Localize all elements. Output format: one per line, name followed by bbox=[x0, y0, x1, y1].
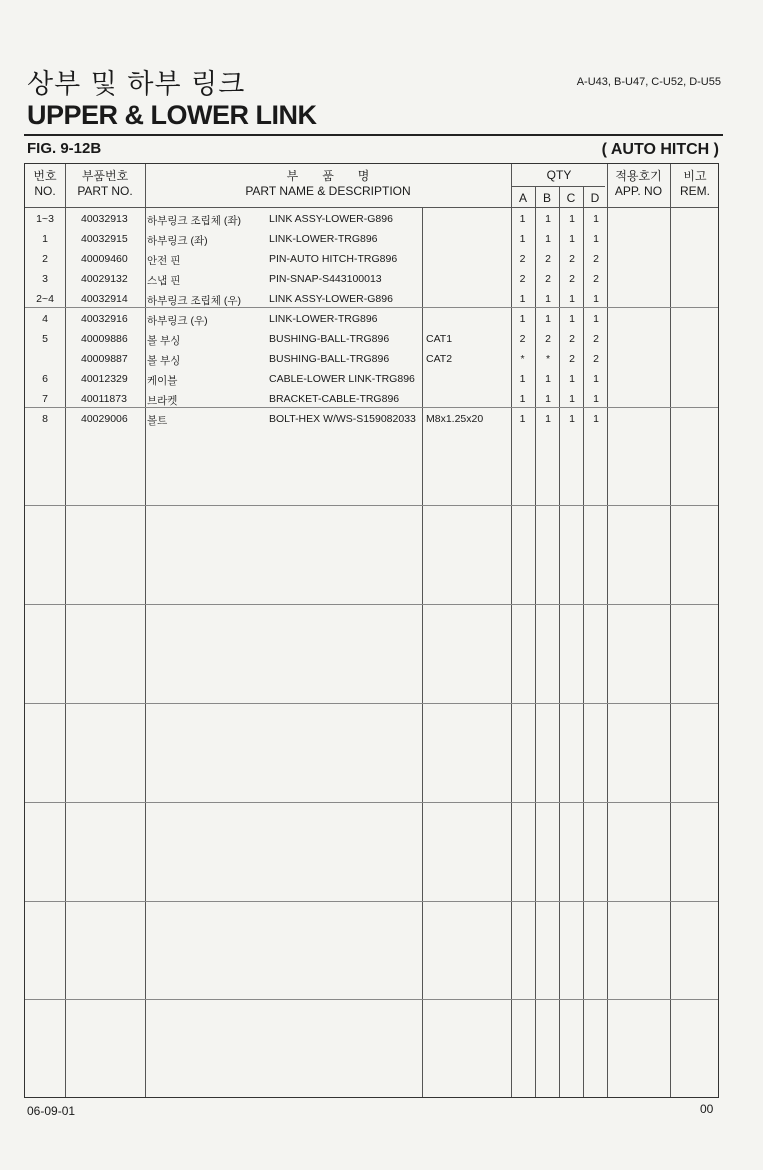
part-number: 40032913 bbox=[81, 213, 128, 225]
part-name-english: LINK-LOWER-TRG896 bbox=[269, 313, 378, 325]
part-name-english: BOLT-HEX W/WS-S159082033 bbox=[269, 413, 416, 425]
qty-d: 1 bbox=[593, 413, 599, 425]
qty-d: 2 bbox=[593, 353, 599, 365]
qty-c: 2 bbox=[569, 253, 575, 265]
part-name-korean: 스냅 핀 bbox=[147, 275, 181, 287]
qty-a: 1 bbox=[519, 213, 526, 225]
qty-d: 1 bbox=[593, 373, 599, 385]
part-number: 40009460 bbox=[81, 253, 128, 265]
part-number: 40029006 bbox=[81, 413, 128, 425]
part-name-korean: 볼트 bbox=[147, 415, 168, 427]
qty-a: 1 bbox=[519, 293, 526, 305]
qty-c: 1 bbox=[569, 373, 575, 385]
qty-d: 1 bbox=[593, 313, 599, 325]
qty-d: 1 bbox=[593, 213, 599, 225]
model-list: A-U43, B-U47, C-U52, D-U55 bbox=[576, 76, 721, 88]
part-number: 40009886 bbox=[81, 333, 128, 345]
variant-label: ( AUTO HITCH ) bbox=[601, 141, 719, 158]
table-row bbox=[25, 350, 718, 370]
part-name-korean: 안전 핀 bbox=[147, 255, 181, 267]
part-number: 40011873 bbox=[81, 393, 127, 405]
row-group-divider bbox=[25, 802, 718, 803]
header-qty-d: D bbox=[590, 191, 600, 205]
header-no: 번호 NO. bbox=[33, 169, 57, 198]
header-qty-b: B bbox=[542, 191, 551, 205]
parts-table bbox=[24, 163, 719, 1098]
title-divider bbox=[24, 134, 723, 136]
qty-c: 1 bbox=[569, 213, 575, 225]
row-group-divider bbox=[25, 703, 718, 704]
item-number: 1~3 bbox=[36, 213, 54, 225]
qty-a: 1 bbox=[519, 413, 526, 425]
part-spec: CAT1 bbox=[426, 333, 453, 345]
qty-b: 1 bbox=[545, 293, 551, 305]
part-number: 40029132 bbox=[81, 273, 128, 285]
part-name-korean: 볼 부싱 bbox=[147, 355, 181, 367]
table-row bbox=[25, 330, 718, 350]
qty-b: 1 bbox=[545, 413, 551, 425]
row-group-divider bbox=[25, 604, 718, 605]
part-number: 40032914 bbox=[81, 293, 128, 305]
part-number: 40032916 bbox=[81, 313, 128, 325]
header-qty-c: C bbox=[566, 191, 576, 205]
qty-b: * bbox=[545, 353, 551, 365]
qty-a: 1 bbox=[519, 393, 526, 405]
row-group-divider bbox=[25, 999, 718, 1000]
table-row bbox=[25, 230, 718, 250]
header-app-no: 적용호기 APP. NO bbox=[614, 169, 663, 198]
figure-number: FIG. 9-12B bbox=[27, 140, 102, 157]
qty-b: 1 bbox=[545, 213, 551, 225]
table-row bbox=[25, 290, 718, 310]
part-name-english: PIN-SNAP-S443100013 bbox=[269, 273, 382, 285]
part-name-english: LINK ASSY-LOWER-G896 bbox=[269, 293, 393, 305]
footer-page: 00 bbox=[700, 1102, 714, 1116]
qty-d: 1 bbox=[593, 293, 599, 305]
qty-b: 2 bbox=[545, 253, 551, 265]
item-number: 8 bbox=[42, 413, 48, 425]
header-qty-a: A bbox=[518, 191, 527, 205]
qty-c: 2 bbox=[569, 273, 575, 285]
row-group-divider bbox=[25, 901, 718, 902]
table-row bbox=[25, 370, 718, 390]
item-number: 1 bbox=[42, 233, 48, 245]
item-number: 4 bbox=[42, 313, 48, 325]
qty-b: 2 bbox=[545, 333, 551, 345]
part-name-english: PIN-AUTO HITCH-TRG896 bbox=[269, 253, 398, 265]
qty-divider bbox=[511, 186, 605, 187]
item-number: 2 bbox=[42, 253, 48, 265]
qty-c: 1 bbox=[569, 293, 575, 305]
table-row bbox=[25, 310, 718, 330]
qty-c: 2 bbox=[569, 333, 575, 345]
part-name-korean: 하부링크 (좌) bbox=[147, 235, 208, 247]
item-number: 2~4 bbox=[36, 293, 54, 305]
header-description: 부 품 명 PART NAME & DESCRIPTION bbox=[245, 169, 411, 198]
header-part-no: 부품번호 PART NO. bbox=[77, 169, 133, 198]
qty-b: 1 bbox=[545, 373, 551, 385]
item-number: 6 bbox=[42, 373, 48, 385]
table-row bbox=[25, 410, 718, 430]
qty-d: 2 bbox=[593, 273, 599, 285]
part-name-korean: 하부링크 조립체 (좌) bbox=[147, 215, 241, 227]
qty-a: 1 bbox=[519, 373, 526, 385]
qty-b: 1 bbox=[545, 233, 551, 245]
table-row bbox=[25, 210, 718, 230]
part-name-english: BUSHING-BALL-TRG896 bbox=[269, 333, 390, 345]
qty-a: 2 bbox=[519, 273, 526, 285]
qty-d: 1 bbox=[593, 233, 599, 245]
qty-b: 2 bbox=[545, 273, 551, 285]
part-number: 40032915 bbox=[81, 233, 128, 245]
header-qty: QTY bbox=[546, 168, 572, 182]
title-korean: 상부 및 하부 링크 bbox=[27, 69, 246, 100]
part-number: 40012329 bbox=[81, 373, 128, 385]
part-name-english: LINK ASSY-LOWER-G896 bbox=[269, 213, 393, 225]
qty-c: 1 bbox=[569, 233, 575, 245]
item-number: 3 bbox=[42, 273, 48, 285]
part-name-english: BRACKET-CABLE-TRG896 bbox=[269, 393, 400, 405]
qty-d: 2 bbox=[593, 333, 599, 345]
title-english: UPPER & LOWER LINK bbox=[27, 100, 317, 130]
row-group-divider bbox=[25, 505, 718, 506]
qty-a: * bbox=[520, 353, 525, 365]
qty-c: 2 bbox=[569, 353, 575, 365]
part-name-korean: 하부링크 조립체 (우) bbox=[147, 295, 241, 307]
table-row bbox=[25, 250, 718, 270]
footer-date: 06-09-01 bbox=[27, 1104, 76, 1118]
qty-a: 1 bbox=[519, 233, 526, 245]
part-number: 40009887 bbox=[81, 353, 128, 365]
qty-a: 2 bbox=[519, 333, 526, 345]
qty-a: 1 bbox=[519, 313, 526, 325]
part-name-korean: 브라켓 bbox=[147, 395, 178, 407]
qty-c: 1 bbox=[569, 313, 575, 325]
part-name-korean: 하부링크 (우) bbox=[147, 315, 208, 327]
part-name-english: BUSHING-BALL-TRG896 bbox=[269, 353, 390, 365]
qty-d: 2 bbox=[593, 253, 599, 265]
qty-c: 1 bbox=[569, 393, 575, 405]
qty-b: 1 bbox=[545, 393, 551, 405]
qty-d: 1 bbox=[593, 393, 599, 405]
part-spec: CAT2 bbox=[426, 353, 453, 365]
part-name-korean: 케이블 bbox=[147, 375, 178, 387]
part-name-english: CABLE-LOWER LINK-TRG896 bbox=[269, 373, 415, 385]
qty-c: 1 bbox=[569, 413, 575, 425]
header-divider bbox=[25, 207, 718, 208]
qty-a: 2 bbox=[519, 253, 526, 265]
table-row bbox=[25, 390, 718, 410]
header-remarks: 비고 REM. bbox=[680, 169, 710, 198]
part-name-english: LINK-LOWER-TRG896 bbox=[269, 233, 378, 245]
item-number: 7 bbox=[42, 393, 48, 405]
table-row bbox=[25, 270, 718, 290]
part-name-korean: 볼 부싱 bbox=[147, 335, 181, 347]
qty-b: 1 bbox=[545, 313, 551, 325]
part-spec: M8x1.25x20 bbox=[426, 413, 484, 425]
item-number: 5 bbox=[42, 333, 48, 345]
